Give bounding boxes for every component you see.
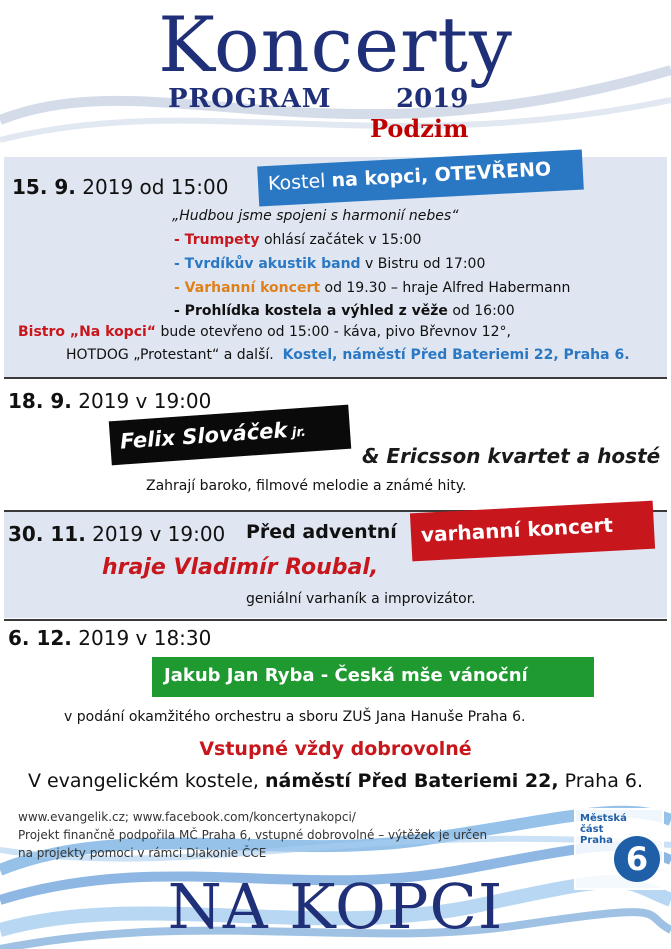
funding-line-1: Projekt finančně podpořila MČ Praha 6, vstupné dobrovolné – výtěžek je určen (18, 828, 488, 842)
event2-badge: Felix Slováček jr. (109, 405, 351, 466)
poster-title: Koncerty (158, 0, 513, 89)
event4-badge: Jakub Jan Ryba - Česká mše vánoční (152, 657, 594, 697)
event4-description: v podání okamžitého orchestru a sboru ZUŠ Jana Hanuše Praha 6. (64, 709, 526, 725)
event3-badge: varhanní koncert (410, 501, 655, 562)
event1-address: Kostel, náměstí Před Bateriemi 22, Praha 6. (282, 347, 630, 363)
event4-date: 6. 12. 2019 v 18:30 (8, 626, 212, 650)
event2-date: 18. 9. 2019 v 19:00 (8, 389, 212, 413)
logo-number: 6 (614, 836, 660, 882)
event1-item-tour: - Prohlídka kostela a výhled z věže od 16:00 (174, 303, 515, 319)
event1-item-band: - Tvrdíkův akustik band v Bistru od 17:00 (174, 256, 486, 272)
web-links: www.evangelik.cz; www.facebook.com/koncertynakopci/ (18, 810, 356, 824)
event3-pre: Před adventní (246, 521, 397, 543)
event3-date: 30. 11. 2019 v 19:00 (8, 522, 226, 546)
event2-guests: & Ericsson kvartet a hosté (362, 444, 661, 468)
event1-badge: Kostel na kopci, OTEVŘENO (257, 150, 584, 207)
event2-description: Zahrají baroko, filmové melodie a známé hity. (146, 478, 467, 494)
brand-title: NA KOPCI (167, 870, 504, 943)
venue-line: V evangelickém kostele, náměstí Před Bateriemi 22, Praha 6. (27, 770, 644, 792)
event3-description: geniální varhaník a improvizátor. (246, 591, 476, 607)
event3-performer: hraje Vladimír Roubal, (102, 555, 379, 580)
event1-item-trumpets: - Trumpety ohlásí začátek v 15:00 (174, 232, 422, 248)
event1-bistro: Bistro „Na kopci“ bude otevřeno od 15:00 - káva, pivo Břevnov 12°, (18, 324, 511, 340)
event1-item-organ: - Varhanní koncert od 19.30 – hraje Alfred Habermann (174, 280, 571, 296)
program-label: PROGRAM (168, 84, 332, 114)
event1-date: 15. 9. 2019 od 15:00 (12, 175, 229, 199)
admission-note: Vstupné vždy dobrovolné (199, 738, 472, 760)
event1-hotdog-line: HOTDOG „Protestant“ a další. Kostel, náměstí Před Bateriemi 22, Praha 6. (66, 347, 630, 363)
separator-1 (4, 377, 667, 379)
funding-line-2: na projekty pomoci v rámci Diakonie ČCE (18, 846, 267, 860)
program-year: 2019 (396, 84, 469, 114)
separator-3 (4, 619, 667, 621)
event1-motto: „Hudbou jsme spojeni s harmonií nebes“ (172, 208, 459, 224)
logo-text: Městská část Praha (580, 813, 627, 846)
season-label: Podzim (370, 114, 469, 143)
